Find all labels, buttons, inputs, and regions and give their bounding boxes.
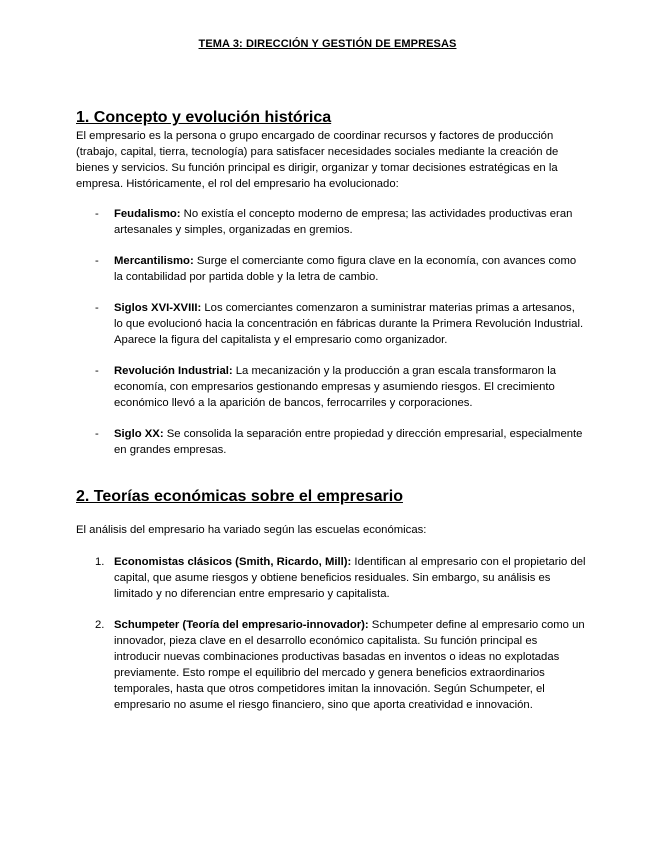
list-item-revolucion-industrial — [76, 363, 586, 411]
list-item-text: Surge el comerciante como figura clave en la economía, con avances como la contabilidad por partida doble y la letra de cambio. — [114, 255, 577, 283]
list-item-text: Los comerciantes comenzaron a suministrar materias primas a artesanos, lo que evolucionó hacia la concentración en fábricas durante la Primera Revolución Industrial. Aparece la figura del capitalista y el empresario como organizador. — [114, 302, 584, 346]
list-item-term: Feudalismo: — [114, 208, 181, 220]
list-marker: 2. — [95, 619, 105, 631]
list-item-text: La mecanización y la producción a gran escala transformaron la economía, con empresarios gestionando empresas y asumiendo riesgos. El crecimiento económico llevó a la aparición de bancos, ferrocarriles y corporaciones. — [114, 365, 557, 409]
list-item-schumpeter — [76, 617, 586, 713]
list-item-text: Identifican al empresario con el propietario del capital, que asume riesgos y obtiene beneficios residuales. Sin embargo, su análisis es limitado y no diferencian entre empresario y capitalista. — [114, 556, 586, 600]
section-1-heading: 1. Concepto y evolución histórica — [76, 109, 332, 126]
list-item-term: Economistas clásicos (Smith, Ricardo, Mill): — [114, 556, 352, 568]
list-marker: 1. — [95, 556, 105, 568]
section-1-list — [76, 206, 586, 473]
list-marker: - — [95, 208, 99, 220]
section-1-intro: El empresario es la persona o grupo encargado de coordinar recursos y factores de producción (trabajo, capital, tierra, tecnología) para satisfacer necesidades sociales mediante la creación de bienes y servicios. Su función principal es dirigir, organizar y tomar decisiones estratégicas en la empresa. Históricamente, el rol del empresario ha evolucionado: — [76, 130, 559, 190]
list-item-term: Revolución Industrial: — [114, 365, 233, 377]
list-item-text: No existía el concepto moderno de empresa; las actividades productivas eran artesanales y simples, organizadas en gremios. — [114, 208, 573, 236]
list-item-term: Siglos XVI-XVIII: — [114, 302, 202, 314]
list-item-term: Siglo XX: — [114, 428, 164, 440]
list-item-feudalismo — [76, 206, 586, 238]
section-2-list — [76, 554, 586, 728]
list-item-term: Mercantilismo: — [114, 255, 194, 267]
list-item-siglos-xvi-xviii — [76, 300, 586, 348]
list-marker: - — [95, 255, 99, 267]
list-item-mercantilismo — [76, 253, 586, 285]
list-item-siglo-xx — [76, 426, 586, 458]
list-item-term: Schumpeter (Teoría del empresario-innovador): — [114, 619, 369, 631]
list-item-economistas-clasicos — [76, 554, 586, 602]
list-marker: - — [95, 428, 99, 440]
list-marker: - — [95, 302, 99, 314]
list-item-text: Se consolida la separación entre propiedad y dirección empresarial, especialmente en grandes empresas. — [114, 428, 583, 456]
list-marker: - — [95, 365, 99, 377]
list-item-text: Schumpeter define al empresario como un innovador, pieza clave en el desarrollo económico capitalista. Su función principal es introducir nuevas combinaciones productivas basadas en inventos o ideas no explotadas previamente. Esto rompe el equilibrio del mercado y genera beneficios extraordinarios temporales, hasta que otros competidores imitan la innovación. Según Schumpeter, el empresario no asume el riesgo financiero, sino que aporta creatividad e innovación. — [114, 619, 585, 711]
section-2-heading: 2. Teorías económicas sobre el empresario — [76, 488, 403, 505]
section-2-intro: El análisis del empresario ha variado según las escuelas económicas: — [76, 524, 427, 536]
document-title: TEMA 3: DIRECCIÓN Y GESTIÓN DE EMPRESAS — [198, 38, 457, 50]
